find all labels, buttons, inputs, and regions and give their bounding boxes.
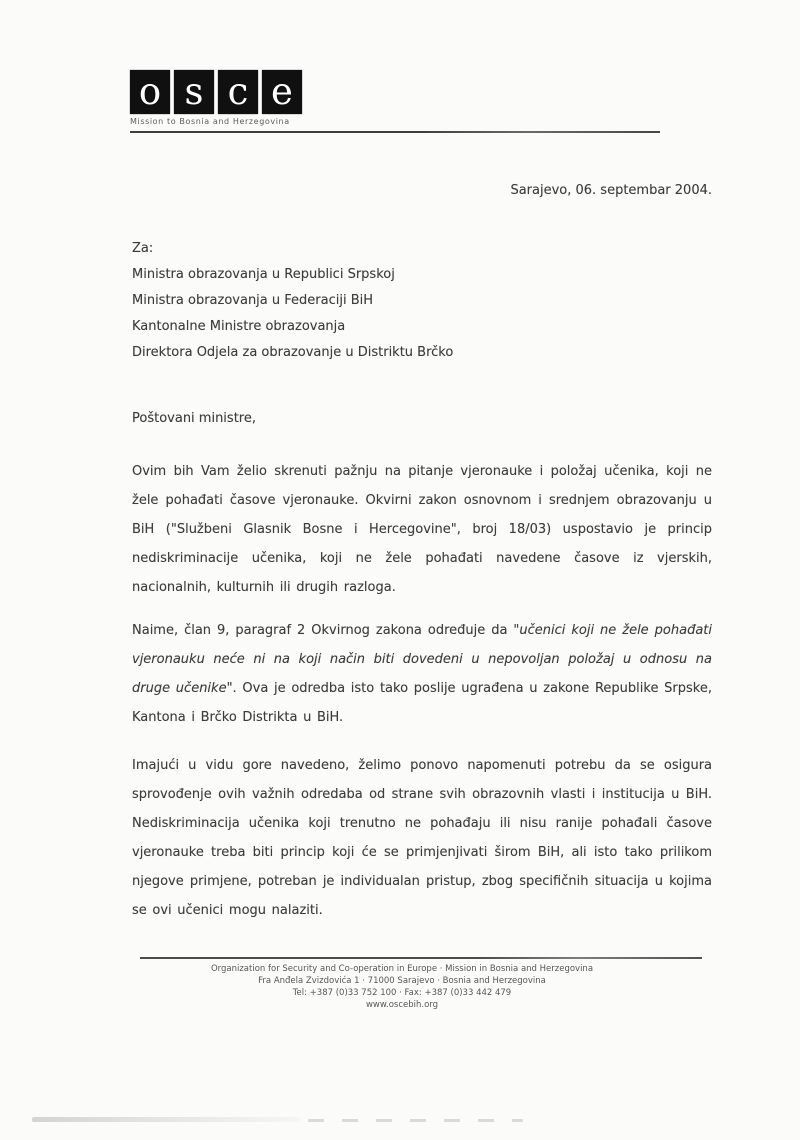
osce-logo-letter-c: c xyxy=(218,70,258,114)
osce-logo-letter-e: e xyxy=(262,70,302,114)
date-line: Sarajevo, 06. septembar 2004. xyxy=(510,183,712,198)
osce-logo xyxy=(130,70,302,126)
paragraph-2-lead: Naime, član 9, paragraf 2 Okvirnog zakona određuje da xyxy=(132,623,514,638)
osce-logo-letter-s: s xyxy=(174,70,214,114)
scan-smudge xyxy=(32,1117,300,1122)
footer-rule xyxy=(140,957,702,959)
paragraph-2-tail: . Ova je odredba isto tako poslije ugrađena u zakone Republike Srpske, Kantona i Brčko Distrikta u BiH. xyxy=(132,681,712,725)
osce-logo-letter-o: o xyxy=(130,70,170,114)
paragraph-1: Ovim bih Vam želio skrenuti pažnju na pitanje vjeronauke i položaj učenika, koji ne žele pohađati časove vjeronauke. Okvirni zakon osnovnom i srednjem obrazovanju u BiH ("Službeni Glasnik Bosne i Hercegovine", broj 18/03) uspostavio je princip nediskriminacije učenika, koji ne žele pohađati navedene časove iz vjerskih, nacionalnih, kulturnih ili drugih razloga. xyxy=(132,464,712,595)
recipient-line: Direktora Odjela za obrazovanje u Distriktu Brčko xyxy=(132,345,454,360)
paragraph-2 xyxy=(132,616,712,732)
recipient-line: Ministra obrazovanja u Republici Srpskoj xyxy=(132,267,395,282)
footer-block xyxy=(100,963,704,1011)
osce-logo-squares xyxy=(130,70,302,114)
paragraph-2-quote: "učenici koji ne žele pohađati vjeronauku neće ni na koji način biti dovedeni u nepovoljan položaj u odnosu na druge učenike" xyxy=(132,623,712,696)
footer-address-line: Fra Anđela Zvizdovića 1 · 71000 Sarajevo · Bosnia and Herzegovina xyxy=(258,976,546,986)
footer-org-line: Organization for Security and Co-operation in Europe · Mission in Bosnia and Herzegovina xyxy=(210,964,594,974)
header-rule xyxy=(130,131,660,133)
recipients-block xyxy=(132,236,453,366)
recipient-line: Kantonalne Ministre obrazovanja xyxy=(132,319,346,334)
footer-phone-line: Tel: +387 (0)33 752 100 · Fax: +387 (0)33 442 479 xyxy=(292,988,512,998)
scan-smudge-dashes xyxy=(308,1119,523,1122)
paragraph-3: Imajući u vidu gore navedeno, želimo ponovo napomenuti potrebu da se osigura sprovođenje ovih važnih odredaba od strane svih obrazovnih vlasti i institucija u BiH. Nediskriminacija učenika koji trenutno ne pohađaju ili nisu ranije pohađali časove vjeronauke treba biti princip koji će se primjenjivati širom BiH, ali isto tako prilikom njegove primjene, potreban je individualan pristup, zbog specifičnih situacija u kojima se ovi učenici mogu nalaziti. xyxy=(132,758,712,918)
recipient-line: Ministra obrazovanja u Federaciji BiH xyxy=(132,293,374,308)
recipients-label: Za: xyxy=(132,241,154,256)
logo-tagline: Mission to Bosnia and Herzegovina xyxy=(130,117,290,126)
footer-website: www.oscebih.org xyxy=(365,1000,439,1010)
salutation: Poštovani ministre, xyxy=(132,411,256,426)
